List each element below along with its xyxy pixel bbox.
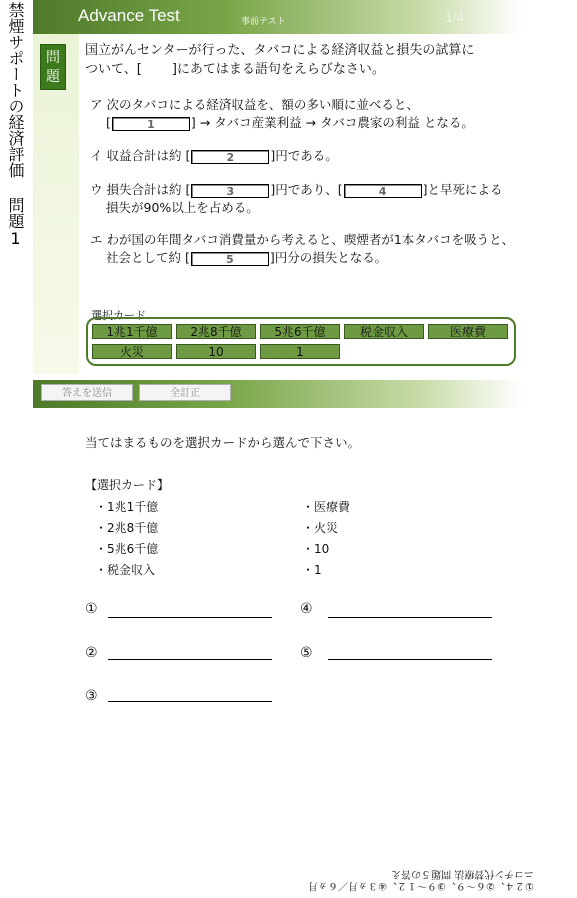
list-item: ・1兆1千億 xyxy=(95,500,159,514)
answer-number-3: ③ xyxy=(85,688,98,704)
item-u-line1: ウ 損失合計は約 [ 3 ]円であり、[ 4 ]と早死による xyxy=(90,182,503,198)
list-item: ・2兆8千億 xyxy=(95,521,159,535)
list-item: ・火災 xyxy=(302,521,339,535)
upside-down-answer-key xyxy=(308,867,534,891)
item-u-line2: 損失が90%以上を占める。 xyxy=(106,200,259,215)
item-e xyxy=(90,231,514,267)
side-vertical-title: 禁煙サポートの経済評価 問題1 xyxy=(6,2,25,248)
answer-line-2[interactable] xyxy=(108,658,272,660)
list-title: 【選択カード】 xyxy=(85,478,170,492)
item-e-line2: 社会として約 [ 5 ]円分の損失となる。 xyxy=(106,250,388,266)
answer-number-2: ② xyxy=(85,645,98,661)
blank-4[interactable]: 4 xyxy=(344,184,422,198)
answer-number-5: ⑤ xyxy=(300,645,313,661)
item-a xyxy=(90,96,474,132)
card-area-label: 選択カード xyxy=(91,309,146,322)
app-title: Advance Test xyxy=(78,6,180,25)
item-u xyxy=(90,181,502,217)
list-right xyxy=(302,497,350,581)
answer-line-5[interactable] xyxy=(328,658,492,660)
card-6[interactable]: 火災 xyxy=(92,344,172,359)
mondai-label: 問題 xyxy=(40,44,66,90)
list-item: ・医療費 xyxy=(302,500,351,514)
item-a-line2: [ 1 ] → タバコ産業利益 → タバコ農家の利益 となる。 xyxy=(106,115,474,131)
answer-line-3[interactable] xyxy=(108,700,272,702)
list-item: ・5兆6千億 xyxy=(95,542,159,556)
blank-1[interactable]: 1 xyxy=(112,117,190,131)
item-e-line1: エ わが国の年間タバコ消費量から考えると、喫煙者が1本タバコを吸うと、 xyxy=(90,232,515,247)
question-line-1: 国立がんセンターが行った、タバコによる経済収益と損失の試算に xyxy=(85,43,475,58)
answer-line-4[interactable] xyxy=(328,616,492,618)
question-text xyxy=(85,41,474,79)
answer-number-4: ④ xyxy=(300,601,313,617)
answer-line-1[interactable] xyxy=(108,616,272,618)
submit-button[interactable]: 答えを送信 xyxy=(41,384,133,401)
header-subtitle: 事前テスト xyxy=(241,17,286,27)
list-item: ・税金収入 xyxy=(95,563,156,577)
blank-5[interactable]: 5 xyxy=(191,252,269,266)
card-8[interactable]: 1 xyxy=(260,344,340,359)
card-7[interactable]: 10 xyxy=(176,344,256,359)
list-item: ・10 xyxy=(302,542,330,556)
question-content xyxy=(33,0,521,408)
question-line-2: ついて、[ ]にあてはまる語句をえらびなさい。 xyxy=(85,62,385,77)
reset-button[interactable]: 全訂正 xyxy=(139,384,231,401)
card-4[interactable]: 税金収入 xyxy=(344,324,424,339)
test-panel xyxy=(33,0,521,408)
answer-key-line-1: ①２４、②６～９、③９～１２、④３ヵ月／６ヵ月 xyxy=(308,880,534,891)
footer-bar xyxy=(33,380,521,408)
answer-number-1: ① xyxy=(85,601,98,617)
list-item: ・1 xyxy=(302,563,322,577)
list-left xyxy=(95,497,158,581)
card-5[interactable]: 医療費 xyxy=(428,324,508,339)
card-3[interactable]: 5兆6千億 xyxy=(260,324,340,339)
instruction-text: 当てはまるものを選択カードから選んで下さい。 xyxy=(85,435,361,450)
page-indicator: 1/4 xyxy=(445,9,465,25)
card-2[interactable]: 2兆8千億 xyxy=(176,324,256,339)
item-a-line1: ア 次のタバコによる経済収益を、額の多い順に並べると、 xyxy=(90,97,419,112)
blank-3[interactable]: 3 xyxy=(191,184,269,198)
card-1[interactable]: 1兆1千億 xyxy=(92,324,172,339)
item-i: イ 収益合計は約 [ 2 ]円である。 xyxy=(90,148,338,164)
blank-2[interactable]: 2 xyxy=(191,150,269,164)
answer-key-line-2: ニコチン代替療法 問題５の答え xyxy=(391,868,534,879)
